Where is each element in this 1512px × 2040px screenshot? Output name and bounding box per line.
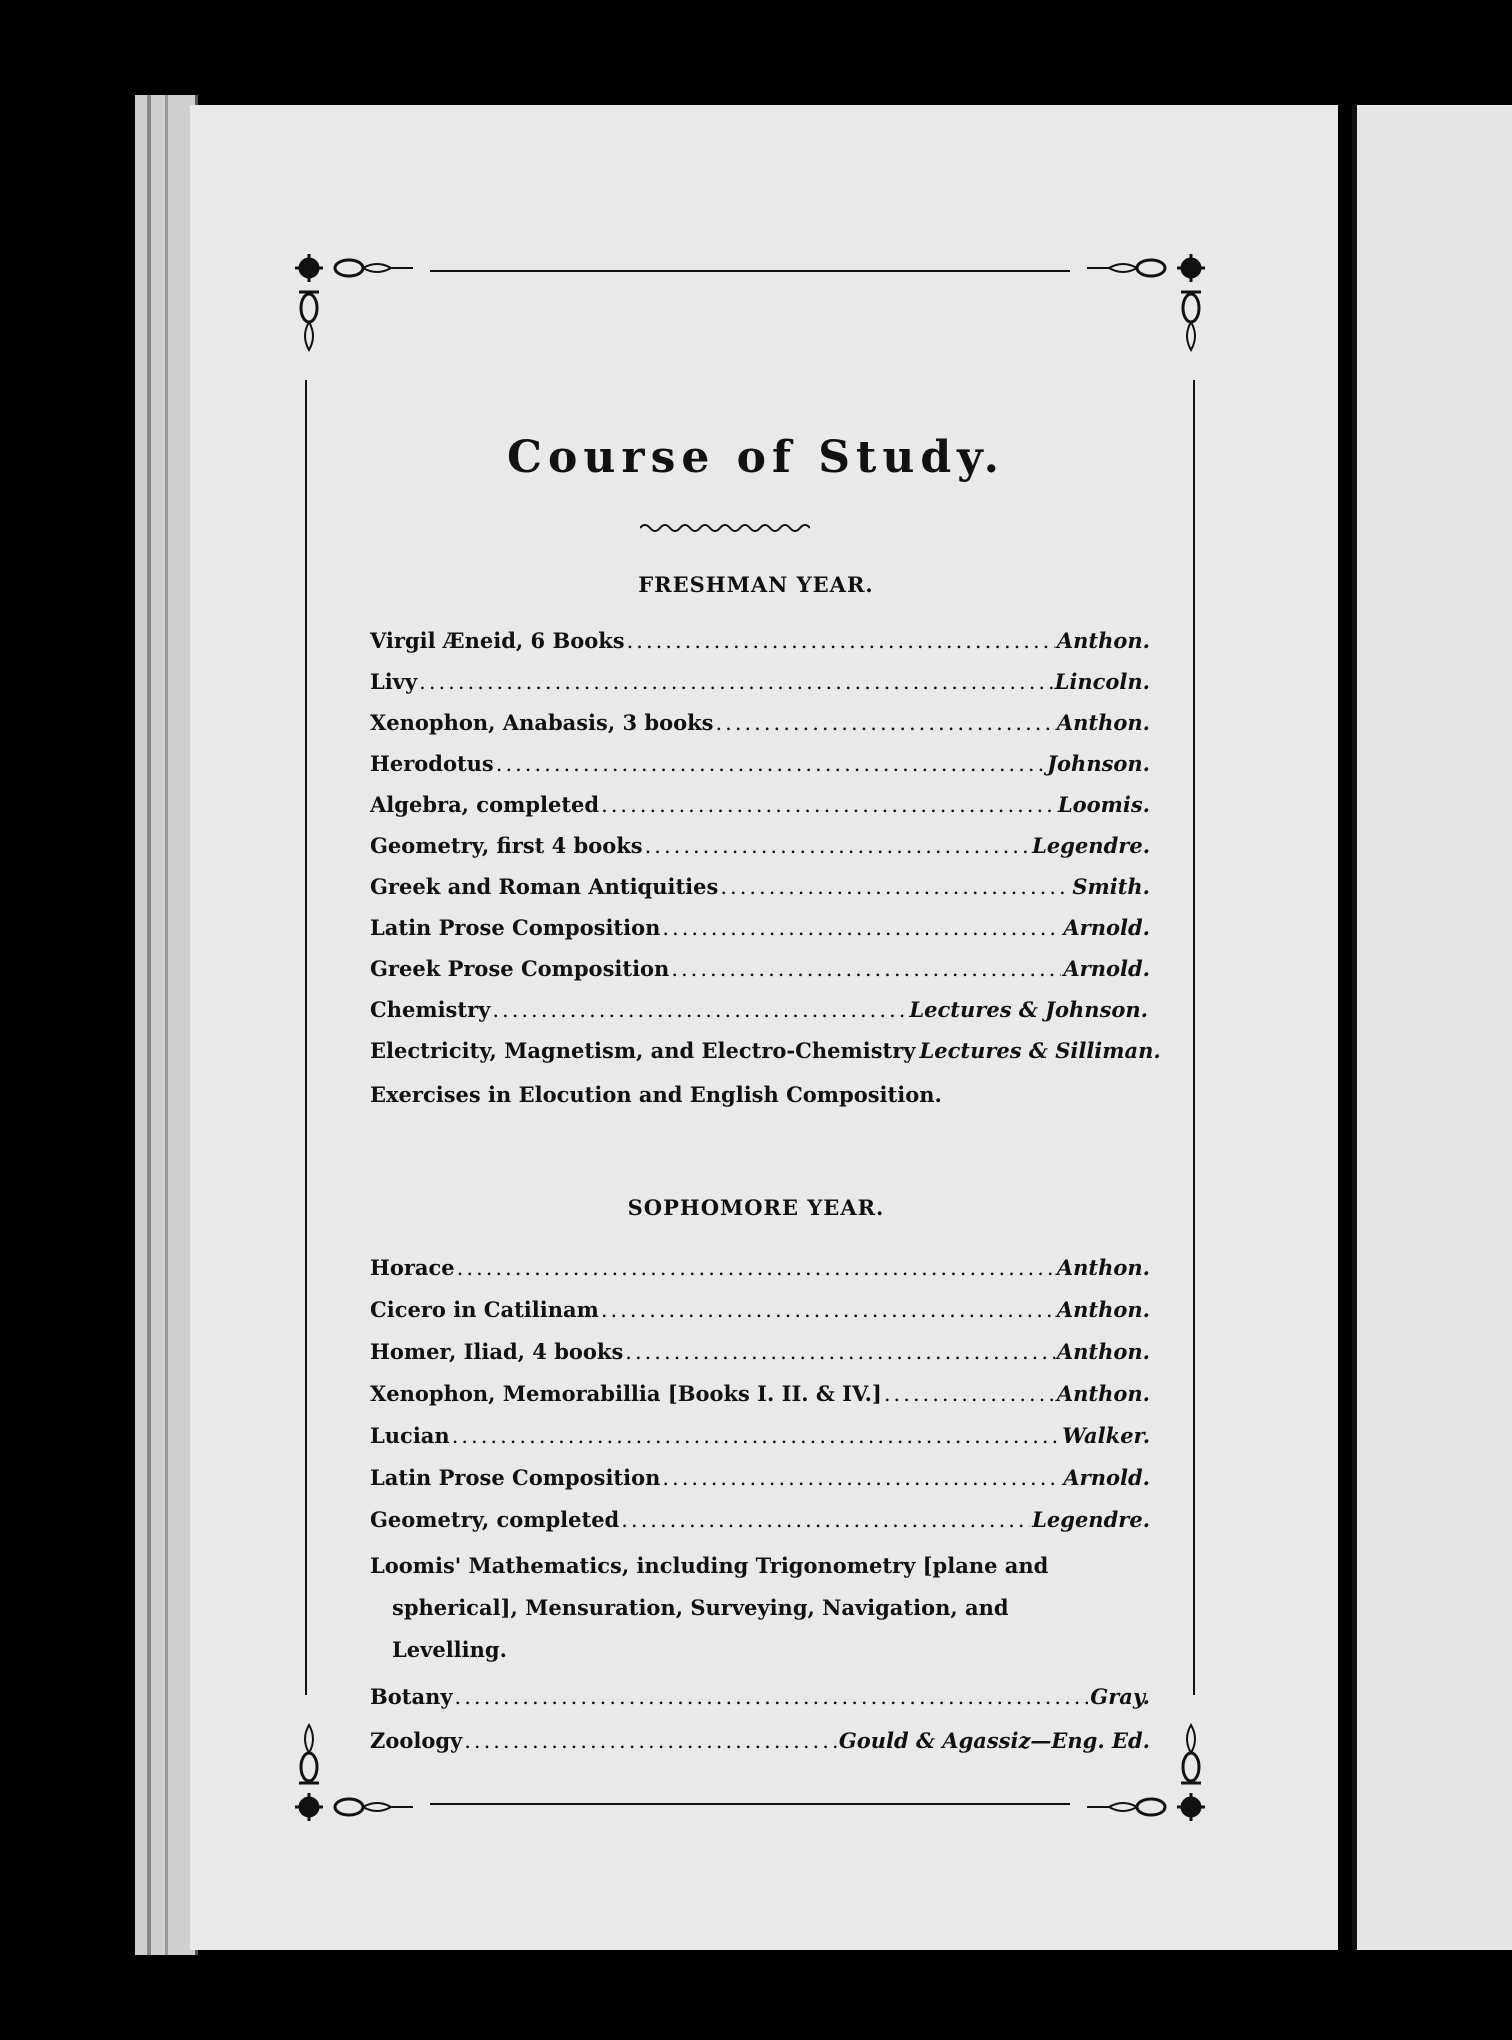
corner-ornament-icon bbox=[287, 242, 417, 362]
course-entry bbox=[370, 1507, 1150, 1543]
course-author: Legendre. bbox=[1032, 1507, 1150, 1532]
course-subject: Livy bbox=[370, 669, 418, 694]
course-entry bbox=[370, 874, 1150, 910]
course-subject: Zoology bbox=[370, 1728, 463, 1753]
course-subject: Homer, Iliad, 4 books bbox=[370, 1339, 624, 1364]
facing-page-edge bbox=[1352, 105, 1512, 1950]
course-author: Anthon. bbox=[1056, 710, 1150, 735]
course-author: Arnold. bbox=[1063, 956, 1150, 981]
leader-dots bbox=[601, 1298, 1055, 1322]
course-subject: Chemistry bbox=[370, 997, 491, 1022]
course-author: Smith. bbox=[1072, 874, 1150, 899]
course-author: Lincoln. bbox=[1054, 669, 1150, 694]
course-author: Legendre. bbox=[1032, 833, 1150, 858]
corner-ornament-icon bbox=[1083, 242, 1213, 362]
course-subject: Greek and Roman Antiquities bbox=[370, 874, 719, 899]
course-author: Arnold. bbox=[1063, 1465, 1150, 1490]
course-subject: Horace bbox=[370, 1255, 455, 1280]
course-entry bbox=[370, 669, 1150, 705]
course-subject: Herodotus bbox=[370, 751, 494, 776]
course-subject: Electricity, Magnetism, and Electro-Chemistry bbox=[370, 1038, 916, 1063]
leader-dots bbox=[720, 875, 1070, 899]
book-edge bbox=[135, 95, 198, 1955]
leader-dots bbox=[662, 916, 1061, 940]
mathematics-line: Levelling. bbox=[392, 1637, 507, 1662]
course-author: Anthon. bbox=[1056, 1339, 1150, 1364]
freshman-note: Exercises in Elocution and English Composition. bbox=[370, 1082, 942, 1107]
course-author: Walker. bbox=[1062, 1423, 1150, 1448]
course-author: Gould & Agassiz—Eng. Ed. bbox=[838, 1728, 1150, 1753]
frame-line-bottom bbox=[430, 1803, 1070, 1805]
mathematics-line: Loomis' Mathematics, including Trigonometry [plane and bbox=[370, 1553, 1049, 1578]
leader-dots bbox=[464, 1729, 837, 1753]
leader-dots bbox=[492, 998, 907, 1022]
course-author: Anthon. bbox=[1056, 1255, 1150, 1280]
leader-dots bbox=[601, 793, 1056, 817]
course-subject: Botany bbox=[370, 1684, 453, 1709]
course-entry bbox=[370, 956, 1150, 992]
wavy-rule-icon bbox=[640, 520, 810, 536]
course-entry bbox=[370, 915, 1150, 951]
leader-dots bbox=[621, 1508, 1030, 1532]
course-entry bbox=[370, 1297, 1150, 1333]
course-entry bbox=[370, 710, 1150, 746]
leader-dots bbox=[455, 1685, 1089, 1709]
course-author: Arnold. bbox=[1063, 915, 1150, 940]
sophomore-heading: SOPHOMORE YEAR. bbox=[627, 1195, 885, 1220]
course-subject: Geometry, completed bbox=[370, 1507, 620, 1532]
course-entry bbox=[370, 1255, 1150, 1291]
course-subject: Virgil Æneid, 6 Books bbox=[370, 628, 625, 653]
course-entry bbox=[370, 1339, 1150, 1375]
course-subject: Geometry, first 4 books bbox=[370, 833, 643, 858]
course-subject: Greek Prose Composition bbox=[370, 956, 670, 981]
course-subject: Algebra, completed bbox=[370, 792, 600, 817]
leader-dots bbox=[715, 711, 1054, 735]
freshman-heading: FRESHMAN YEAR. bbox=[638, 572, 874, 597]
leader-dots bbox=[645, 834, 1031, 858]
leader-dots bbox=[627, 629, 1055, 653]
course-author: Johnson. bbox=[1047, 751, 1150, 776]
course-subject: Lucian bbox=[370, 1423, 450, 1448]
course-entry bbox=[370, 1038, 1161, 1074]
course-entry bbox=[370, 1381, 1150, 1417]
course-entry bbox=[370, 1728, 1150, 1764]
course-author: Anthon. bbox=[1056, 628, 1150, 653]
course-entry bbox=[370, 1684, 1150, 1720]
mathematics-line: spherical], Mensuration, Surveying, Navigation, and bbox=[392, 1595, 1009, 1620]
course-author: Anthon. bbox=[1056, 1381, 1150, 1406]
course-subject: Xenophon, Anabasis, 3 books bbox=[370, 710, 714, 735]
leader-dots bbox=[452, 1424, 1061, 1448]
course-entry bbox=[370, 1465, 1150, 1501]
course-subject: Cicero in Catilinam bbox=[370, 1297, 599, 1322]
course-subject: Latin Prose Composition bbox=[370, 915, 661, 940]
leader-dots bbox=[625, 1340, 1055, 1364]
course-entry bbox=[370, 833, 1150, 869]
leader-dots bbox=[496, 752, 1045, 776]
course-entry bbox=[370, 628, 1150, 664]
course-subject: Latin Prose Composition bbox=[370, 1465, 661, 1490]
page-title: Course of Study. bbox=[507, 432, 1005, 483]
course-author: Lectures & Silliman. bbox=[919, 1038, 1161, 1063]
leader-dots bbox=[457, 1256, 1055, 1280]
leader-dots bbox=[671, 957, 1061, 981]
course-author: Anthon. bbox=[1056, 1297, 1150, 1322]
course-subject: Xenophon, Memorabillia [Books I. II. & IV.] bbox=[370, 1381, 882, 1406]
frame-line-top bbox=[430, 270, 1070, 272]
course-entry bbox=[370, 997, 1148, 1033]
course-entry bbox=[370, 1423, 1150, 1459]
course-entry bbox=[370, 792, 1150, 828]
course-author: Loomis. bbox=[1057, 792, 1150, 817]
leader-dots bbox=[884, 1382, 1055, 1406]
leader-dots bbox=[419, 670, 1052, 694]
course-author: Lectures & Johnson. bbox=[909, 997, 1148, 1022]
course-author: Gray. bbox=[1090, 1684, 1150, 1709]
course-entry bbox=[370, 751, 1150, 787]
leader-dots bbox=[662, 1466, 1061, 1490]
